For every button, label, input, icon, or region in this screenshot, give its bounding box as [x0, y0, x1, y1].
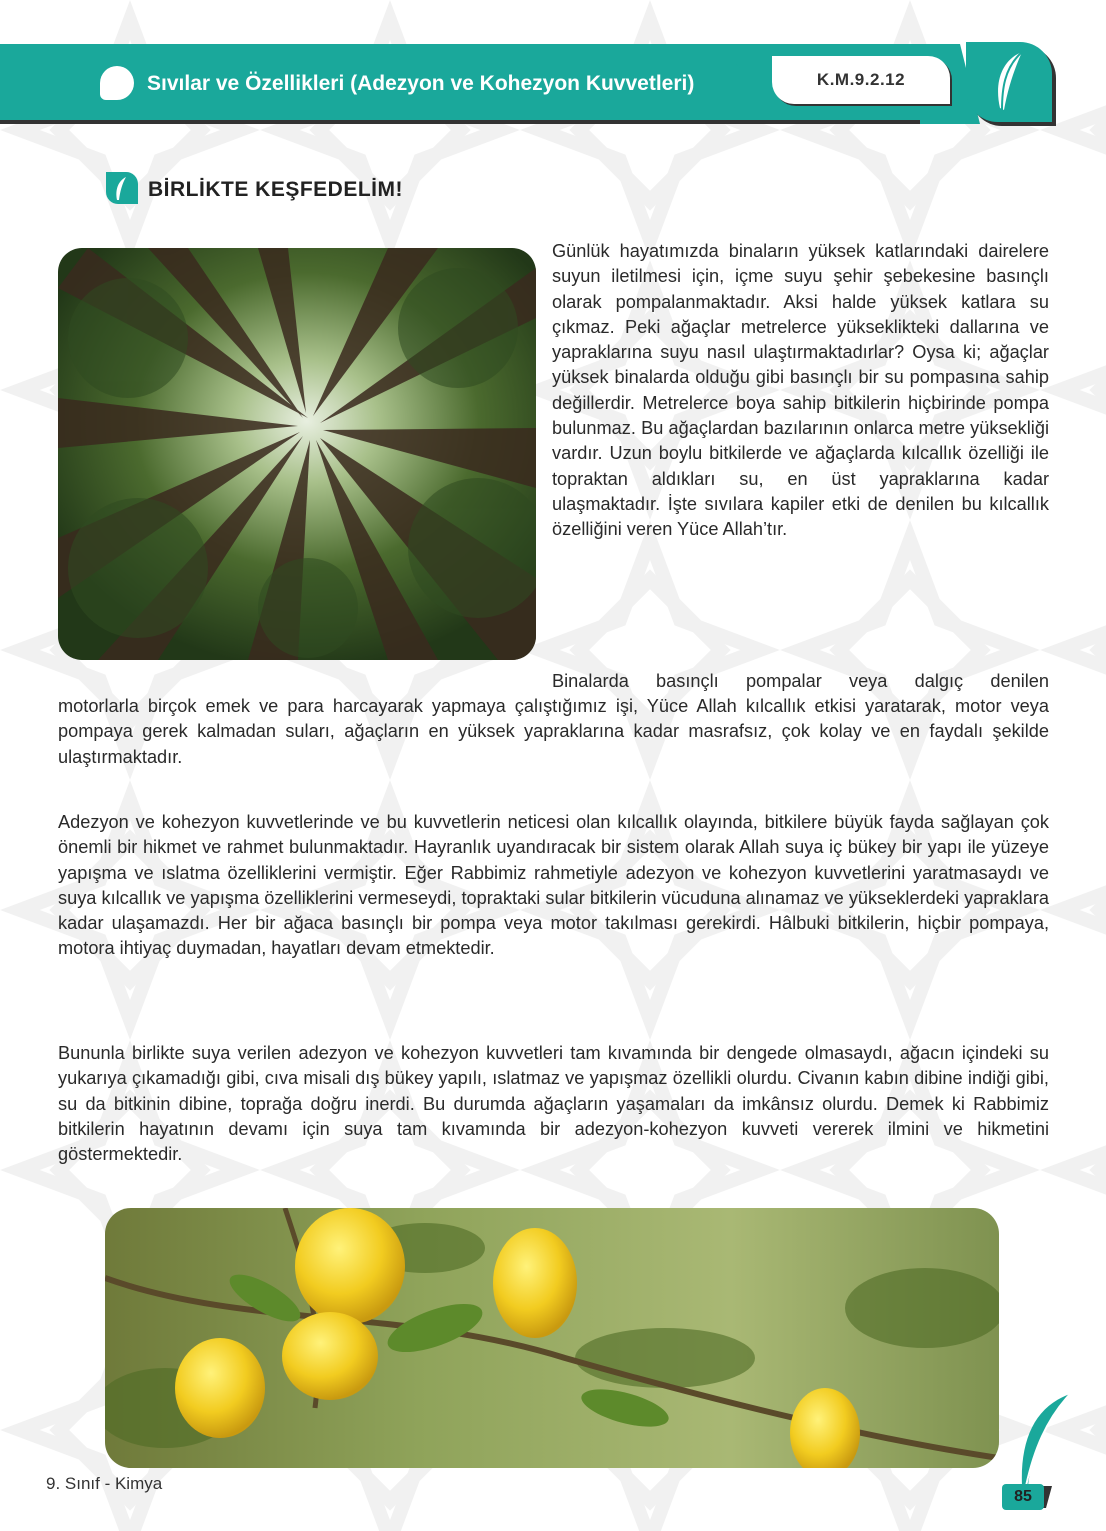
- paragraph-3: Adezyon ve kohezyon kuvvetlerinde ve bu kuvvetlerin neticesi olan kılcallık olayında, bitkilere büyük fayda sağlayan çok önemli bir hikmet ve rahmet bulunmaktadır. Hayranlık uyandıracak bir sistem olarak Allah suya iç bükey bir yapı ile yüzeye yapışma ve ıslatma özelliklerini vermiştir. Eğer Rabbimiz rahmetiyle adezyon ve kohezyon kuvvetlerini yaratmasaydı ve suya kılcallık ve yapışma özelliklerini vermeseydi, topraktaki sular bitkilerin vücuduna alınamaz ve yükseklerdeki yapraklara kadar ulaşamazdı. Her bir ağaca basınçlı bir pompa veya motor takılması gerekirdi. Hâlbuki bitkilerin, hiçbir pompaya, motora ihtiyaç duymadan, hayatları devam etmektedir.: [58, 812, 1049, 959]
- page-number: 85: [1002, 1484, 1044, 1510]
- bullet-icon: [100, 66, 134, 100]
- paragraph-4: Bununla birlikte suya verilen adezyon ve kohezyon kuvvetleri tam kıvamında bir dengede olmasaydı, ağacın içindeki su yukarıya çıkamadığı gibi, cıva misali dış bükey yapılı, ıslatmaz ve yapışmaz özellikli olurdu. Civanın kabın dibine indiği gibi, su da bitkinin dibine, toprağa doğru inerdi. Bu durumda ağaçların yaşamaları da imkânsız olurdu. Demek ki Rabbimiz bitkilerin hayatının devamı için suya tam kıvamında bir adezyon-kohezyon kuvveti vererek ilmini ve hikmetini göstermektedir.: [58, 1043, 1049, 1165]
- lemon-tree-photo: [105, 1208, 999, 1468]
- page-title: Sıvılar ve Özellikleri (Adezyon ve Kohezyon Kuvvetleri): [147, 72, 695, 95]
- quill-logo-icon: [964, 38, 1060, 130]
- footer-course-label: 9. Sınıf - Kimya: [46, 1474, 163, 1493]
- quill-icon: [102, 170, 140, 206]
- forest-canopy-photo: [58, 248, 536, 660]
- curriculum-code-badge: [772, 56, 950, 104]
- section-title: BİRLİKTE KEŞFEDELİM!: [148, 178, 403, 201]
- paragraph-2: motorlarla birçok emek ve para harcayarak yapmaya çalıştığımız işi, Yüce Allah kılcallık etkisi yaratarak, motor veya pompaya gerek kalmadan suları, ağaçların en yüksek yapraklarına kadar masrafsız, çok kolay ve en faydalı şekilde ulaştırmaktadır.: [58, 696, 1049, 767]
- paragraph-2-first-line: Binalarda basınçlı pompalar veya dalgıç denilen: [552, 671, 1049, 691]
- curriculum-code: K.M.9.2.12: [816, 70, 906, 89]
- paragraph-1: Günlük hayatımızda binaların yüksek katlarındaki dairelere suyun iletilmesi için, içme suyu şehir şebekesine basınçlı olarak pompalanmaktadır. Aksi halde yüksek katlara su çıkmaz. Peki ağaçlar metrelerce yükseklikteki dallarına ve yapraklarına suyu nasıl ulaştırmaktadırlar? Oysa ki; ağaçlar yüksek binalarda olduğu gibi basınçlı bir su pompasına sahip değillerdir. Metrelerce boya sahip bitkilerin hiçbirinde pompa bulunmaz. Bu ağaçlardan bazılarının onlarca metre yüksekliği vardır. Uzun boylu bitkilerde ve ağaçlarda kılcallık özelliği ile topraktan aldıkları su, en üst yapraklarına kadar ulaşmaktadır. İşte sıvılara kapiler etki de denilen bu kılcallık özelliğini veren Yüce Allah’tır.: [552, 241, 1049, 540]
